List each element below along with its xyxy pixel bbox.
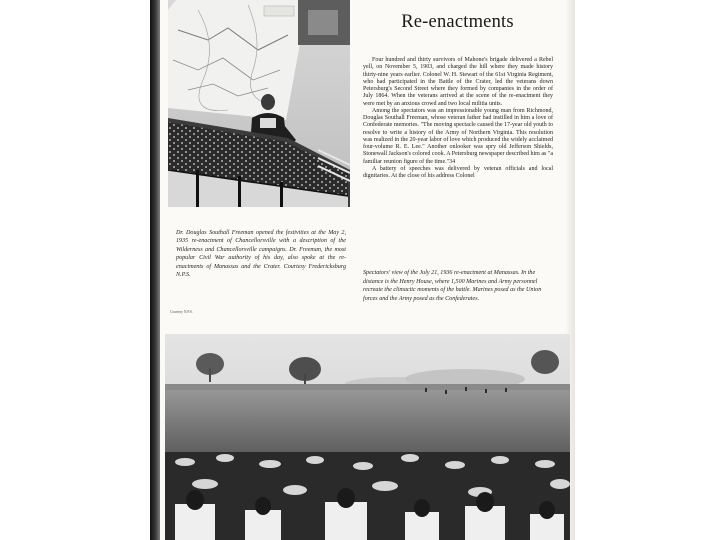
body-text bbox=[363, 57, 553, 180]
freeman-speaking-photo bbox=[168, 0, 350, 207]
caption-freeman: Dr. Douglas Southall Freeman opened the festivities at the May 2, 1935 re-enactment of Chancellorsville with a description of the Wilderness and Chancellorsville campaigns. Dr. Freeman, the most popular Civil War authority of his day, also spoke at the re-enactments of Manassas and the Crater. Courtesy Fredericksburg N.P.S. bbox=[176, 230, 346, 279]
page-title: Re-enactments bbox=[401, 12, 514, 32]
caption-manassas: Spectators' view of the July 21, 1936 re-enactment at Manassas. In the distance is the Henry House, where 1,500 Marines and Army personnel recreate the climactic moments of the battle. Marines posed as the Union forces and the Army posed as the Confederates. bbox=[363, 270, 542, 302]
body-paragraph: A battery of speeches was delivered by veteran officials and local dignitaries. At the close of his address Colonel bbox=[363, 165, 553, 179]
body-paragraph: Four hundred and thirty survivors of Mahone's brigade delivered a Rebel yell, on November 5, 1903, and charged the hill where they made history thirty-nine years earlier. Colonel W. H. Stewart of the 61st Virginia Regiment, who had participated in the Battle of the Crater, led the veterans down Petersburg's Second Street where they formed by companies in the order of July 1864. When the veterans arrived at the scene of the re-enactment they were met by an anxious crowd and two local militia units. bbox=[363, 57, 553, 107]
photo-credit: Courtesy N.P.S. bbox=[170, 310, 193, 314]
crowd-battlefield-photo bbox=[165, 334, 570, 540]
body-paragraph: Among the spectators was an impressionable young man from Richmond, Douglas Southall Freeman, whose veteran father had instilled in him a love of Confederate memories. "The moving spectacle caused the 17-year old youth to resolve to write a history of the Army of Northern Virginia. This resolution was realized in the 20-year labor of love which produced the widely acclaimed four-volume R. E. Lee." Another onlooker was spry old Jefferson Shields, Stonewall Jackson's colored cook. A Petersburg newspaper described him as "a familiar reunion figure of the time."34 bbox=[363, 107, 553, 165]
